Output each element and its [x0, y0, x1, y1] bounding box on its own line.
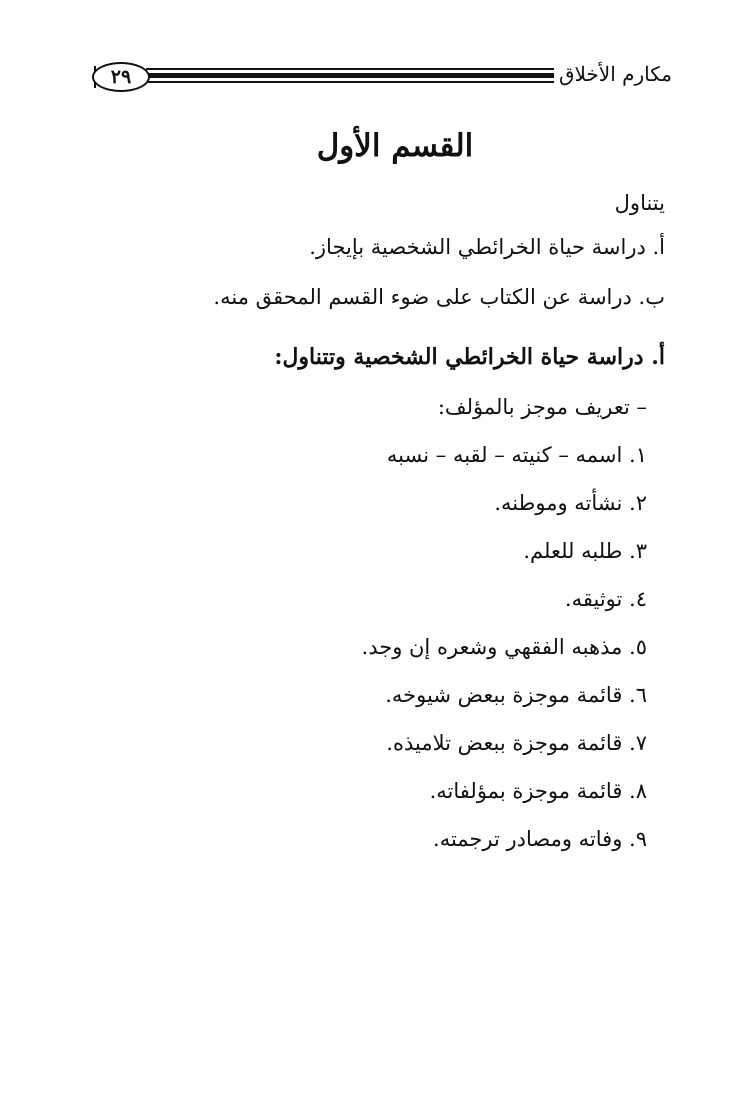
page-number: ٢٩	[110, 66, 132, 88]
list-item: ٧. قائمة موجزة ببعض تلاميذه.	[386, 731, 647, 755]
subheading: – تعريف موجز بالمؤلف:	[437, 395, 647, 419]
list-item: ٣. طلبه للعلم.	[523, 539, 647, 563]
page-header	[92, 60, 672, 96]
list-item: ٥. مذهبه الفقهي وشعره إن وجد.	[361, 635, 647, 659]
list-item: ٩. وفاته ومصادر ترجمته.	[433, 827, 647, 851]
list-item: ٤. توثيقه.	[564, 587, 647, 611]
section-heading: أ. دراسة حياة الخرائطي الشخصية وتتناول:	[274, 344, 665, 370]
page-number-oval	[92, 62, 150, 92]
list-item: ٨. قائمة موجزة بمؤلفاته.	[429, 779, 647, 803]
intro-item-a: أ. دراسة حياة الخرائطي الشخصية بإيجاز.	[309, 235, 665, 259]
intro-item-b: ب. دراسة عن الكتاب على ضوء القسم المحقق منه.	[213, 285, 665, 309]
list-item: ١. اسمه – كنيته – لقبه – نسبه	[386, 443, 647, 467]
running-title: مكارم الأخلاق	[558, 62, 672, 86]
list-item: ٦. قائمة موجزة ببعض شيوخه.	[385, 683, 647, 707]
header-rule	[146, 68, 554, 84]
part-title: القسم الأول	[316, 128, 474, 164]
intro-text: يتناول	[614, 191, 665, 215]
list-item: ٢. نشأته وموطنه.	[494, 491, 647, 515]
